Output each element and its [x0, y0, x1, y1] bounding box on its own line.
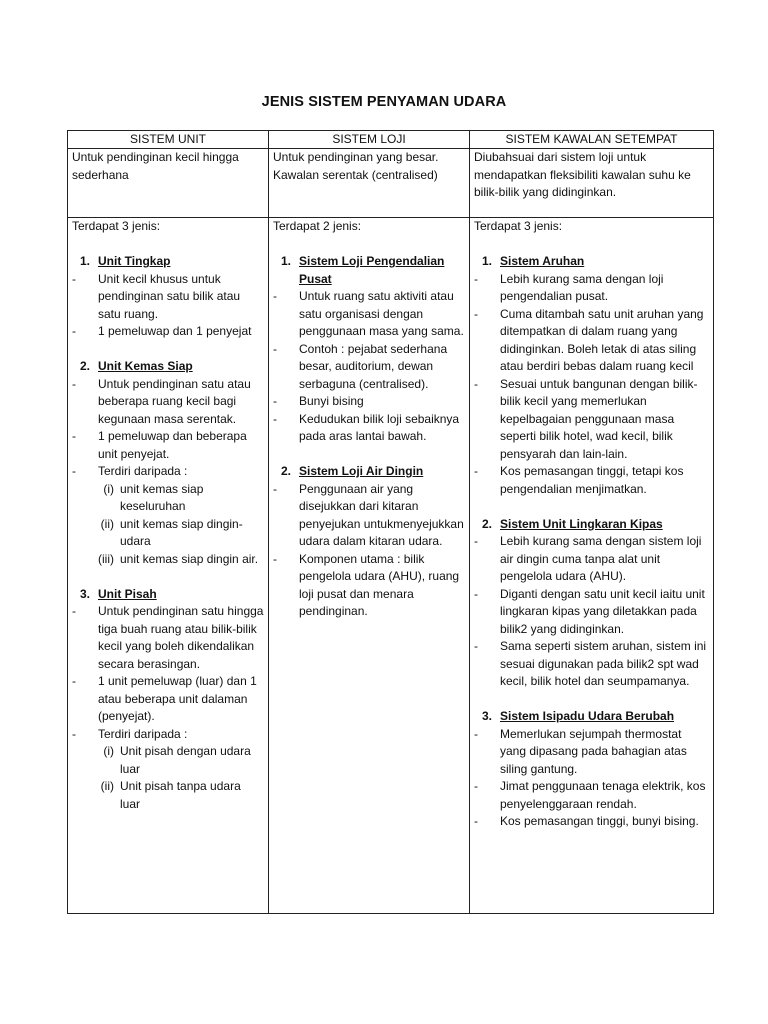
sub-item-text: unit kemas siap dingin air. — [120, 551, 259, 566]
roman-numeral: (i) — [103, 481, 114, 496]
system-type-section — [474, 708, 709, 831]
bullet-text: Sesuai untuk bangunan dengan bilik-bilik kecil yang memerlukan kepelbagaian penggunaan masa seperti bilik hotel, wad kecil, bilik pensyarah dan lain-lain. — [500, 376, 698, 461]
dash-marker: - — [474, 586, 478, 601]
bullet-item — [474, 306, 709, 376]
section-number: 1. — [280, 254, 291, 268]
dash-marker: - — [273, 481, 277, 496]
bullet-text: Komponen utama : bilik pengelola udara (AHU), ruang loji pusat dan menara pendinginan. — [299, 551, 460, 618]
bullet-text: Kos pemasangan tinggi, tetapi kos pengendalian menjimatkan. — [500, 464, 684, 496]
roman-numeral: (ii) — [100, 516, 114, 531]
description-sistem-loji: Untuk pendinginan yang besar. Kawalan serentak (centralised) — [269, 149, 470, 218]
dash-marker: - — [474, 271, 478, 286]
bullet-item — [273, 551, 465, 621]
section-spacer — [72, 568, 264, 586]
bullet-text: 1 pemeluwap dan beberapa unit penyejat. — [98, 429, 247, 461]
dash-marker: - — [72, 604, 76, 618]
bullet-item — [474, 463, 709, 498]
bullet-text: Memerlukan sejumpah thermostat yang dipasang pada bahagian atas siling gantung. — [500, 726, 687, 776]
dash-marker: - — [273, 341, 277, 356]
section-number: 3. — [481, 709, 492, 723]
bullet-item — [474, 271, 709, 306]
bullet-text: Cuma ditambah satu unit aruhan yang ditempatkan di dalam ruang yang didinginkan. Boleh letak di atas siling atau berdiri bebas dalam ruang kecil — [500, 306, 704, 373]
dash-marker: - — [273, 551, 277, 566]
header-row — [68, 131, 714, 149]
dash-marker: - — [474, 306, 478, 321]
bullet-text: 1 unit pemeluwap (luar) dan 1 atau beberapa unit dalaman (penyejat). — [98, 674, 257, 723]
bullet-text: Unit kecil khusus untuk pendinginan satu bilik atau satu ruang. — [98, 271, 241, 321]
bullet-item — [273, 341, 465, 394]
bullet-text: Untuk ruang satu aktiviti atau satu organisasi dengan penggunaan masa yang sama. — [299, 289, 464, 338]
roman-numeral: (i) — [103, 744, 114, 758]
section-spacer — [474, 691, 709, 709]
dash-marker: - — [474, 779, 478, 793]
bullet-text: Bunyi bising — [299, 394, 364, 408]
section-title-text: Sistem Isipadu Udara Berubah — [500, 709, 675, 723]
types-sistem-kawalan-setempat — [470, 218, 714, 914]
types-intro: Terdapat 3 jenis: — [72, 219, 161, 233]
bullet-text: Terdiri daripada : — [98, 726, 188, 741]
bullet-item — [474, 533, 709, 586]
system-type-section — [72, 358, 264, 568]
bullet-item — [72, 323, 264, 341]
bullet-item — [474, 778, 709, 813]
bullet-item — [273, 411, 465, 446]
sub-item-text: Unit pisah dengan udara luar — [120, 744, 251, 776]
dash-marker: - — [273, 394, 277, 408]
bullet-item — [474, 586, 709, 639]
sub-item-text: Unit pisah tanpa udara luar — [120, 779, 241, 811]
section-title-text: Unit Tingkap — [98, 254, 171, 268]
section-title-text: Unit Pisah — [98, 586, 157, 601]
bullet-item — [474, 813, 709, 831]
roman-numeral: (ii) — [100, 779, 114, 793]
system-type-title — [474, 516, 709, 534]
bullet-item — [273, 288, 465, 341]
bullet-item — [72, 271, 264, 324]
section-spacer — [474, 498, 709, 516]
bullet-text: 1 pemeluwap dan 1 penyejat — [98, 324, 252, 338]
bullet-text: Penggunaan air yang disejukkan dari kitaran penyejukan untukmenyejukkan udara dalam kitaran udara. — [299, 481, 464, 548]
description-sistem-kawalan-setempat: Diubahsuai dari sistem loji untuk mendapatkan fleksibiliti kawalan suhu ke bilik-bilik yang didinginkan. — [470, 149, 714, 218]
system-type-section — [72, 586, 264, 814]
sub-item-text: unit kemas siap dingin-udara — [120, 516, 243, 548]
dash-marker: - — [474, 814, 478, 828]
bullet-item — [72, 463, 264, 481]
section-number: 2. — [79, 359, 90, 373]
section-number: 1. — [481, 254, 492, 268]
system-type-title — [72, 253, 264, 271]
bullet-item — [474, 638, 709, 691]
bullet-text: Terdiri daripada : — [98, 464, 188, 478]
sub-item — [72, 778, 264, 813]
header-sistem-unit: SISTEM UNIT — [68, 131, 269, 149]
bullet-item — [273, 393, 465, 411]
bullet-text: Jimat penggunaan tenaga elektrik, kos penyelenggaraan rendah. — [500, 779, 706, 811]
bullet-text: Untuk pendinginan satu hingga tiga buah ruang atau bilik-bilik kecil yang boleh dikendalikan secara berasingan. — [98, 604, 264, 671]
section-title-text: Sistem Loji Air Dingin — [299, 464, 424, 478]
bullet-text: Kos pemasangan tinggi, bunyi bising. — [500, 814, 699, 828]
bullet-text: Lebih kurang sama dengan loji pengendalian pusat. — [500, 271, 664, 303]
section-spacer — [273, 446, 465, 464]
dash-marker: - — [72, 376, 76, 391]
section-number: 2. — [280, 464, 291, 478]
bullet-text: Kedudukan bilik loji sebaiknya pada aras lantai bawah. — [299, 411, 460, 443]
section-spacer — [72, 341, 264, 359]
dash-marker: - — [474, 464, 478, 478]
dash-marker: - — [72, 324, 76, 338]
bullet-text: Contoh : pejabat sederhana besar, auditorium, dewan serbaguna (centralised). — [299, 341, 448, 391]
bullet-item — [72, 673, 264, 726]
bullet-text: Sama seperti sistem aruhan, sistem ini sesuai digunakan pada bilik2 spt wad kecil, bilik hotel dan seumpamanya. — [500, 639, 707, 688]
bullet-item — [474, 376, 709, 464]
system-type-section — [474, 516, 709, 691]
dash-marker: - — [474, 639, 478, 653]
dash-marker: - — [273, 411, 277, 426]
sub-item — [72, 516, 264, 551]
section-title-text: Unit Kemas Siap — [98, 359, 193, 373]
dash-marker: - — [72, 464, 76, 478]
sub-item — [72, 551, 264, 569]
dash-marker: - — [72, 429, 76, 443]
dash-marker: - — [474, 726, 478, 741]
types-intro: Terdapat 3 jenis: — [474, 219, 563, 233]
bullet-item — [474, 726, 709, 779]
sub-item — [72, 743, 264, 778]
bullet-text: Lebih kurang sama dengan sistem loji air dingin cuma tanpa alat unit pengelola udara (AHU). — [500, 534, 702, 583]
types-sistem-unit — [68, 218, 269, 914]
bullet-item — [72, 428, 264, 463]
dash-marker: - — [273, 289, 277, 303]
document-title: JENIS SISTEM PENYAMAN UDARA — [261, 94, 507, 110]
dash-marker: - — [72, 674, 76, 688]
air-conditioning-systems-table — [67, 130, 714, 914]
section-number: 1. — [79, 254, 90, 268]
types-sistem-loji — [269, 218, 470, 914]
header-sistem-kawalan-setempat: SISTEM KAWALAN SETEMPAT — [470, 131, 714, 149]
types-intro: Terdapat 2 jenis: — [273, 219, 362, 233]
dash-marker: - — [474, 376, 478, 391]
bullet-text: Untuk pendinginan satu atau beberapa ruang kecil bagi kegunaan masa serentak. — [98, 376, 251, 426]
header-sistem-loji: SISTEM LOJI — [269, 131, 470, 149]
system-type-title — [474, 708, 709, 726]
system-type-section — [72, 253, 264, 341]
dash-marker: - — [72, 271, 76, 286]
section-number: 3. — [79, 586, 90, 601]
system-type-section — [273, 253, 465, 446]
dash-marker: - — [474, 534, 478, 548]
system-type-title — [72, 586, 264, 604]
system-type-title — [273, 253, 465, 288]
section-title-text: Sistem Aruhan — [500, 254, 585, 268]
sub-item — [72, 481, 264, 516]
bullet-item — [72, 726, 264, 744]
bullet-item — [72, 603, 264, 673]
system-type-section — [474, 253, 709, 498]
sub-item-text: unit kemas siap keseluruhan — [120, 481, 204, 513]
system-type-title — [273, 463, 465, 481]
system-type-title — [72, 358, 264, 376]
bullet-text: Diganti dengan satu unit kecil iaitu unit lingkaran kipas yang diletakkan pada bilik2 yang didinginkan. — [500, 586, 705, 636]
system-type-title — [474, 253, 709, 271]
description-sistem-unit: Untuk pendinginan kecil hingga sederhana — [68, 149, 269, 218]
dash-marker: - — [72, 726, 76, 741]
description-row — [68, 149, 714, 218]
section-title-text: Sistem Loji Pengendalian Pusat — [299, 254, 445, 286]
bullet-item — [72, 376, 264, 429]
section-number: 2. — [481, 516, 492, 531]
bullet-item — [273, 481, 465, 551]
types-row — [68, 218, 714, 914]
system-type-section — [273, 463, 465, 621]
section-title-text: Sistem Unit Lingkaran Kipas — [500, 516, 663, 531]
roman-numeral: (iii) — [98, 551, 114, 566]
